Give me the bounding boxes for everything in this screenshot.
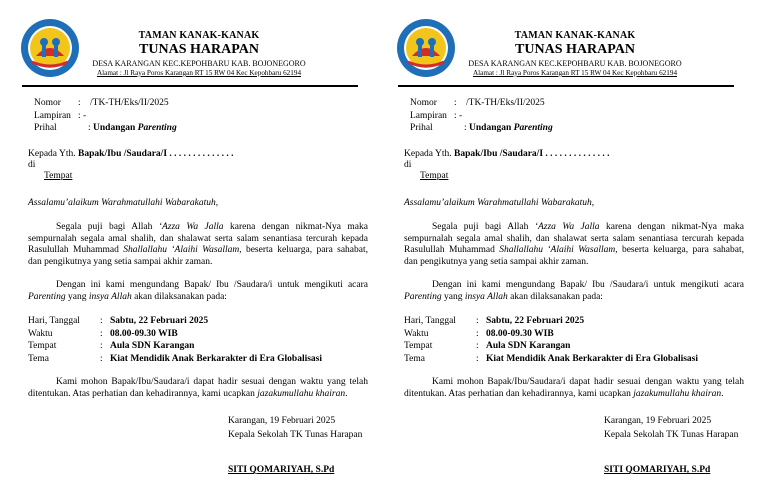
hari-value: Sabtu, 22 Februari 2025: [110, 316, 209, 326]
lampiran-value: -: [83, 110, 87, 121]
nomor-label: Nomor: [410, 98, 437, 108]
prihal-label: Prihal: [410, 123, 433, 133]
place-date: Karangan, 19 Februari 2025: [228, 416, 336, 426]
text-italic: jazakumullahu khairan: [257, 388, 346, 399]
prihal-value: Undangan: [93, 123, 136, 133]
tema-value: Kiat Mendidik Anak Berkarakter di Era Globalisasi: [110, 353, 323, 364]
text-italic: jazakumullahu khairan: [633, 388, 722, 399]
text-italic: ‘Azza Wa Jalla: [158, 222, 224, 232]
prihal-italic: Parenting: [513, 123, 553, 133]
text: .: [345, 388, 348, 399]
text: Segala puji bagi Allah: [56, 222, 159, 232]
text: akan dilaksanakan pada:: [507, 291, 603, 302]
nomor-label: Nomor: [34, 98, 61, 108]
tema-value: Kiat Mendidik Anak Berkarakter di Era Globalisasi: [486, 353, 699, 364]
colon: :: [78, 98, 81, 108]
waktu-value: 08.00-09.30 WIB: [110, 328, 178, 339]
colon: :: [464, 123, 467, 133]
waktu-value: 08.00-09.30 WIB: [486, 328, 554, 339]
event-details: [28, 315, 322, 365]
tempat-label: Tempat: [404, 341, 433, 351]
place-date: Karangan, 19 Februari 2025: [604, 416, 712, 426]
letterhead: [404, 30, 746, 77]
closing-paragraph: [404, 377, 744, 400]
lampiran-label: Lampiran: [34, 110, 71, 121]
text: karena dengan nikmat-Nya maka sempurnalah segala amal shalih, dan shalawat serta salam senantiasa tercurah kepada Rasulullah Muhammad: [28, 222, 368, 255]
text-italic: Parenting: [404, 291, 442, 302]
colon: :: [100, 328, 103, 339]
letter-meta: [34, 97, 177, 135]
invitation-letter-right: [384, 0, 768, 501]
text: akan dilaksanakan pada:: [131, 291, 227, 302]
lampiran-label: Lampiran: [410, 110, 447, 121]
colon: :: [454, 98, 457, 108]
text: .: [721, 388, 724, 399]
text: yang: [65, 291, 89, 302]
letterhead-school-name: TUNAS HARAPAN: [515, 42, 635, 57]
tempat-label: Tempat: [44, 171, 73, 181]
colon: :: [476, 341, 479, 351]
tempat-label: Tempat: [28, 341, 57, 351]
tema-label: Tema: [28, 353, 49, 364]
text-italic: ‘Azza Wa Jalla: [534, 222, 600, 232]
text: Kami mohon Bapak/Ibu/Saudara/i dapat hadir sesuai dengan waktu yang telah ditentukan. Atas perhatian dan kehadirannya, kami ucapkan: [404, 377, 744, 399]
letterhead: [28, 30, 370, 77]
hari-label: Hari, Tanggal: [404, 316, 456, 326]
letterhead-location: DESA KARANGAN KEC.KEPOHBARU KAB. BOJONEGORO: [468, 59, 682, 68]
letterhead-address: Alamat : Jl Raya Poros Karangan RT 15 RW 04 Kec Kepohbaru 62194: [472, 69, 678, 77]
letterhead-line1: TAMAN KANAK-KANAK: [514, 30, 636, 41]
letterhead-divider: [398, 85, 734, 87]
hari-value: Sabtu, 22 Februari 2025: [486, 316, 585, 326]
hari-label: Hari, Tanggal: [28, 316, 80, 326]
prihal-value: Undangan: [469, 123, 512, 133]
text: Kami mohon Bapak/Ibu/Saudara/i dapat hadir sesuai dengan waktu yang telah ditentukan. Atas perhatian dan kehadirannya, kami ucapkan: [28, 377, 368, 399]
signature-block: [228, 414, 362, 442]
colon: :: [100, 353, 103, 364]
text: karena dengan nikmat-Nya maka sempurnalah segala amal shalih, dan shalawat serta salam senantiasa tercurah kepada Rasulullah Muhammad: [404, 222, 744, 255]
signer-name: SITI QOMARIYAH, S.Pd: [228, 465, 335, 475]
colon: :: [454, 110, 457, 121]
tema-label: Tema: [404, 353, 425, 364]
tempat-value: Aula SDN Karangan: [110, 341, 195, 351]
event-details: [404, 315, 698, 365]
kepada-label: Kepada Yth.: [28, 149, 76, 159]
kepada-label: Kepada Yth.: [404, 149, 452, 159]
recipient-block: [28, 149, 234, 182]
colon: :: [476, 353, 479, 364]
letterhead-line1: TAMAN KANAK-KANAK: [138, 30, 260, 41]
text-italic: insya Allah: [88, 291, 132, 302]
greeting: Assalamu’alaikum Warahmatullahi Wabarakatuh,: [404, 198, 595, 208]
addressee: Bapak/Ibu /Saudara/I . . . . . . . . . . . . . .: [454, 149, 610, 159]
di-label: di: [28, 160, 36, 170]
nomor-value: /TK-TH/Eks/II/2025: [466, 98, 545, 108]
text: Segala puji bagi Allah: [432, 222, 535, 232]
colon: :: [476, 328, 479, 339]
recipient-block: [404, 149, 610, 182]
letterhead-address: Alamat : Jl Raya Poros Karangan RT 15 RW 04 Kec Kepohbaru 62194: [96, 69, 302, 77]
signature-block: [604, 414, 738, 442]
invitation-paragraph: [404, 280, 744, 303]
greeting: Assalamu’alaikum Warahmatullahi Wabarakatuh,: [28, 198, 219, 208]
tempat-value: Aula SDN Karangan: [486, 341, 571, 351]
text-italic: Shallallahu ‘Alaihi Wasallam,: [123, 245, 242, 255]
text-italic: Parenting: [28, 291, 66, 302]
di-label: di: [404, 160, 412, 170]
text-italic: Shallallahu ‘Alaihi Wasallam,: [499, 245, 618, 255]
text: Dengan ini kami mengundang Bapak/ Ibu /Saudara/i untuk mengikuti acara: [432, 280, 744, 290]
prihal-label: Prihal: [34, 123, 57, 133]
colon: :: [88, 123, 91, 133]
letterhead-school-name: TUNAS HARAPAN: [139, 42, 259, 57]
colon: :: [476, 316, 479, 326]
letter-meta: [410, 97, 553, 135]
closing-paragraph: [28, 377, 368, 400]
signer-name: SITI QOMARIYAH, S.Pd: [604, 465, 711, 475]
invitation-paragraph: [28, 280, 368, 303]
text: yang: [441, 291, 465, 302]
lampiran-value: -: [459, 110, 463, 121]
text-italic: insya Allah: [464, 291, 508, 302]
text: Dengan ini kami mengundang Bapak/ Ibu /Saudara/i untuk mengikuti acara: [56, 280, 368, 290]
opening-paragraph: [28, 222, 368, 268]
prihal-italic: Parenting: [137, 123, 177, 133]
text: beserta keluarga, para sahabat, dan pengikutnya yang setia sampai akhir zaman.: [28, 245, 369, 267]
waktu-label: Waktu: [404, 328, 429, 339]
addressee: Bapak/Ibu /Saudara/I . . . . . . . . . . . . . .: [78, 149, 234, 159]
tempat-label: Tempat: [420, 171, 449, 181]
signer-position: Kepala Sekolah TK Tunas Harapan: [228, 430, 363, 440]
signer-position: Kepala Sekolah TK Tunas Harapan: [604, 430, 739, 440]
colon: :: [100, 341, 103, 351]
waktu-label: Waktu: [28, 328, 53, 339]
colon: :: [100, 316, 103, 326]
colon: :: [78, 110, 81, 121]
nomor-value: /TK-TH/Eks/II/2025: [90, 98, 169, 108]
letterhead-divider: [22, 85, 358, 87]
text: beserta keluarga, para sahabat, dan pengikutnya yang setia sampai akhir zaman.: [404, 245, 745, 267]
letterhead-location: DESA KARANGAN KEC.KEPOHBARU KAB. BOJONEGORO: [92, 59, 306, 68]
opening-paragraph: [404, 222, 744, 268]
